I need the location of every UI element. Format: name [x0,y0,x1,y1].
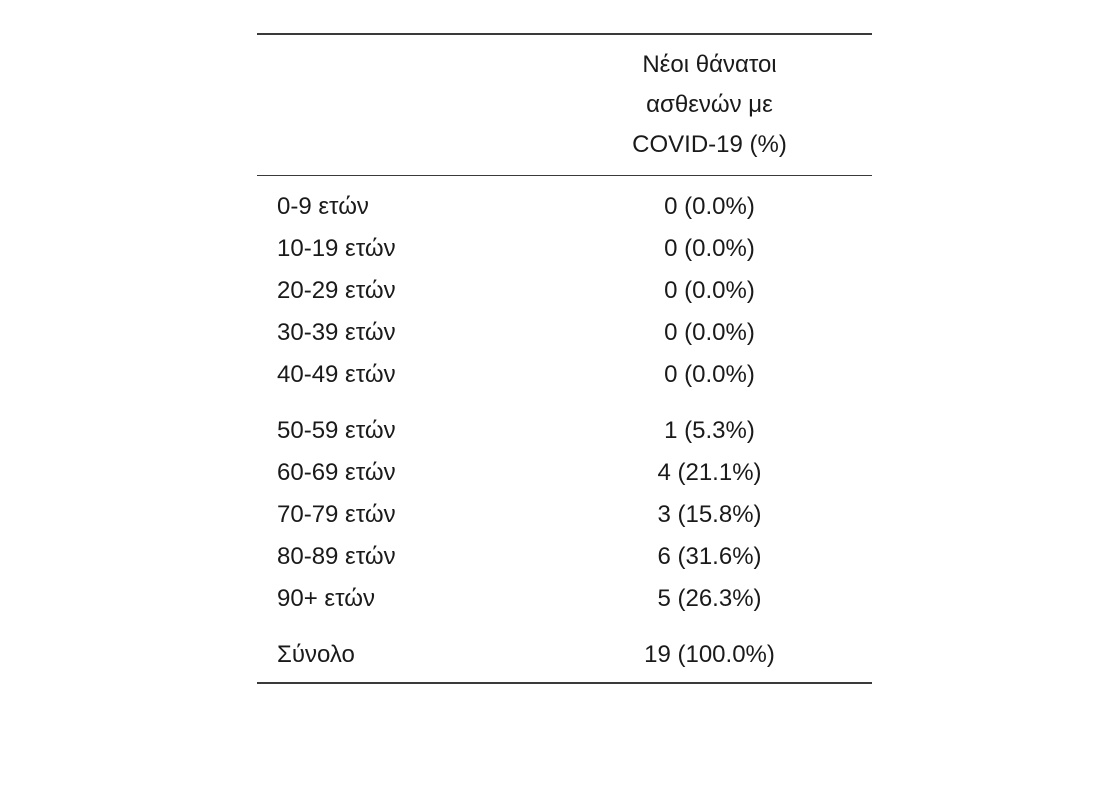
deaths-value: 1 (5.3%) [664,417,755,444]
deaths-value: 0 (0.0%) [664,319,755,346]
age-group-label: 60-69 ετών [277,459,396,486]
deaths-value: 3 (15.8%) [657,501,762,528]
row-group-gap [257,396,872,410]
table-row [257,452,872,494]
age-group-label: 40-49 ετών [277,361,396,388]
header-line-2: ασθενών με [646,91,773,118]
age-group-label: 70-79 ετών [277,501,396,528]
deaths-value: 6 (31.6%) [657,543,762,570]
deaths-by-age-table [257,33,872,684]
header-value-cell [557,35,872,175]
age-group-label: 50-59 ετών [277,417,396,444]
deaths-value: 0 (0.0%) [664,193,755,220]
table-row [257,536,872,578]
deaths-value: 4 (21.1%) [657,459,762,486]
deaths-value: 0 (0.0%) [664,277,755,304]
deaths-value: 0 (0.0%) [664,361,755,388]
age-group-label: 90+ ετών [277,585,375,612]
age-group-label: 80-89 ετών [277,543,396,570]
table-row [257,228,872,270]
total-value: 19 (100.0%) [644,641,775,668]
table-total-row [257,634,872,682]
table-row [257,186,872,228]
age-group-label: 10-19 ετών [277,235,396,262]
row-group-gap [257,620,872,634]
deaths-value: 0 (0.0%) [664,235,755,262]
table-row [257,270,872,312]
table-row [257,578,872,620]
table-row [257,410,872,452]
age-group-label: 20-29 ετών [277,277,396,304]
table-bottom-rule [257,682,872,684]
total-label: Σύνολο [277,641,355,668]
table-row [257,312,872,354]
table-body [257,176,872,682]
age-group-label: 0-9 ετών [277,193,369,220]
table-row [257,354,872,396]
header-line-3: COVID-19 (%) [632,131,787,158]
table-header [257,35,872,175]
deaths-value: 5 (26.3%) [657,585,762,612]
header-line-1: Νέοι θάνατοι [642,51,777,78]
header-empty-cell [257,35,557,175]
age-group-label: 30-39 ετών [277,319,396,346]
table-row [257,494,872,536]
